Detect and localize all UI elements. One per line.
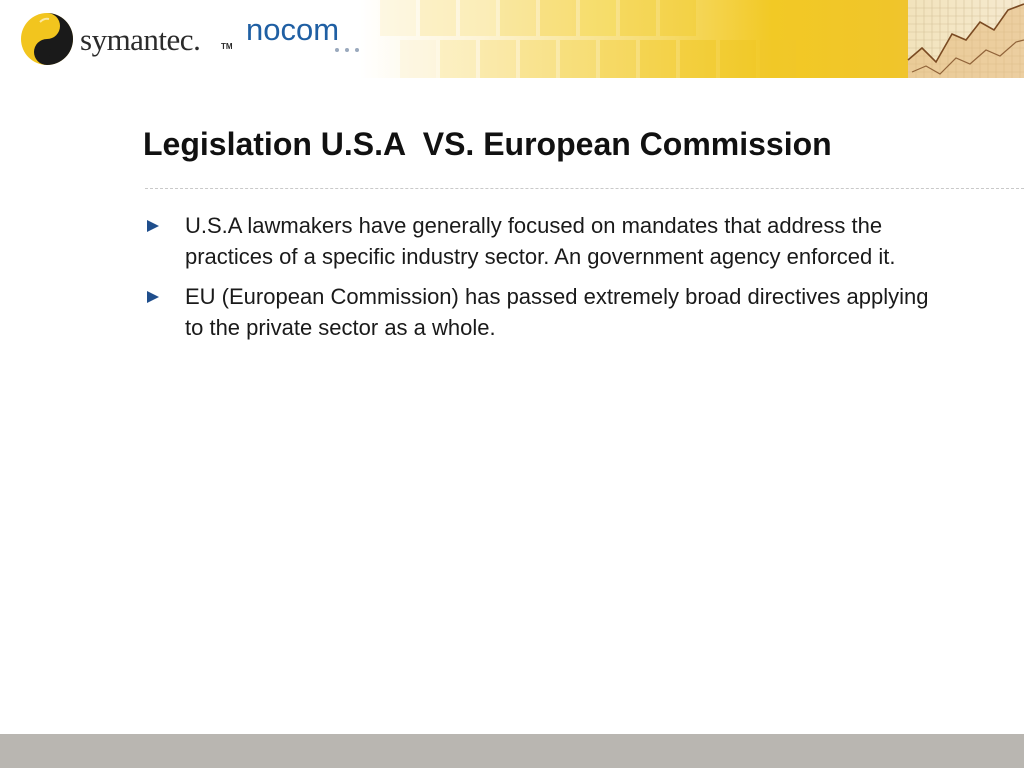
nocom-dots-icon bbox=[333, 47, 363, 53]
slide-title: Legislation U.S.A VS. European Commission bbox=[143, 126, 832, 162]
list-item bbox=[145, 281, 945, 343]
bullet-list bbox=[145, 210, 945, 352]
list-item bbox=[145, 210, 945, 272]
nocom-logo: nocom bbox=[246, 12, 340, 47]
header-banner bbox=[0, 0, 1024, 78]
bullet-text: EU (European Commission) has passed extremely broad directives applying to the private sector as a whole. bbox=[185, 284, 929, 340]
triangle-right-icon bbox=[145, 281, 161, 312]
symantec-logo bbox=[20, 12, 233, 66]
symantec-wordmark: symantec. bbox=[80, 22, 201, 57]
bullet-text: U.S.A lawmakers have generally focused on mandates that address the practices of a specific industry sector. An government agency enforced it. bbox=[185, 213, 896, 269]
decorative-banner-graphic bbox=[360, 0, 1024, 78]
triangle-right-icon bbox=[145, 210, 161, 241]
symantec-trademark: TM bbox=[221, 42, 233, 51]
title-divider bbox=[145, 188, 1024, 189]
footer-bar bbox=[0, 734, 1024, 768]
symantec-logo-mark-icon bbox=[20, 12, 74, 66]
